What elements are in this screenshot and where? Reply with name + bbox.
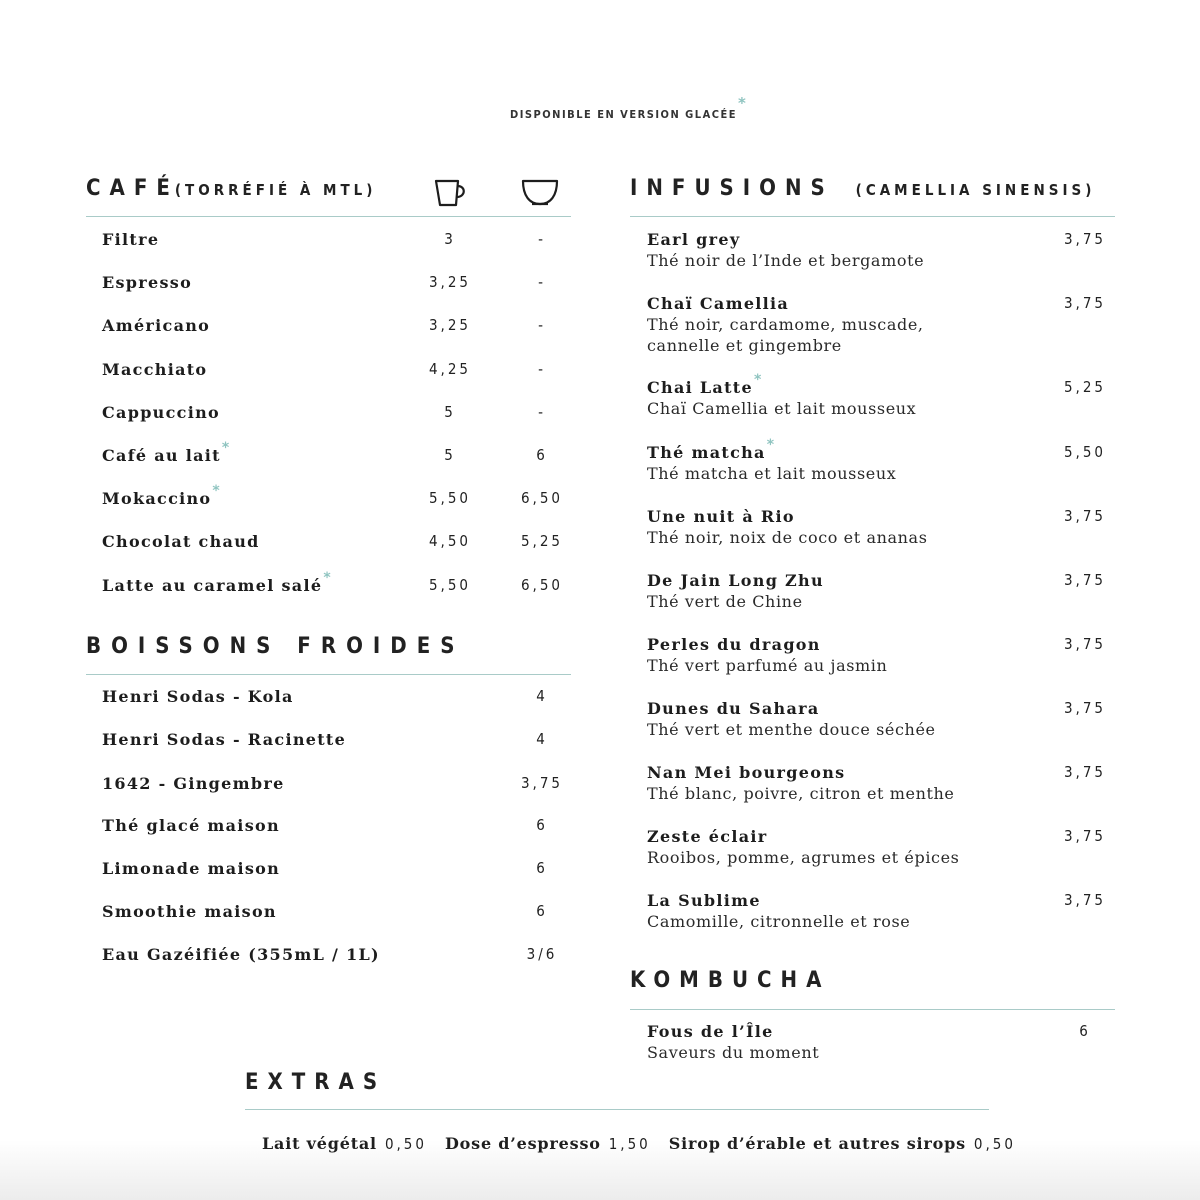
cafe-item-name — [102, 440, 231, 465]
infusion-price: 3,75 — [1063, 571, 1106, 589]
infusion-name-text: De Jain Long Zhu — [647, 571, 824, 590]
cafe-item-name-text: Espresso — [102, 273, 193, 292]
infusion-description: Thé matcha et lait mousseux — [647, 464, 897, 483]
infusion-description: Thé noir, cardamome, muscade, — [647, 315, 924, 334]
infusion-price: 3,75 — [1063, 635, 1106, 653]
infusion-description: Thé vert parfumé au jasmin — [647, 656, 888, 675]
infusion-price: 3,75 — [1063, 891, 1106, 909]
cafe-price-bowl: 6,50 — [520, 576, 564, 594]
kombucha-rule — [630, 1009, 1115, 1010]
boisson-froide-name: Henri Sodas - Kola — [102, 687, 294, 706]
infusion-price: 3,75 — [1063, 827, 1106, 845]
cafe-price-cup: 3,25 — [428, 273, 472, 291]
cafe-subtitle: (TORRÉFIÉ À MTL) — [174, 181, 377, 199]
iced-mark: * — [212, 483, 222, 499]
infusion-name-text: Perles du dragon — [647, 635, 821, 654]
infusion-description: Thé vert et menthe douce séchée — [647, 720, 936, 739]
iced-mark: * — [221, 440, 231, 456]
infusion-description: Camomille, citronnelle et rose — [647, 912, 911, 931]
infusions-rule — [630, 216, 1115, 217]
cafe-price-cup: 4,50 — [428, 532, 472, 550]
infusion-name-text: Nan Mei bourgeons — [647, 763, 846, 782]
infusion-name — [647, 372, 763, 397]
infusion-name — [647, 507, 795, 526]
cafe-item-name — [102, 316, 210, 335]
infusion-name-text: Dunes du Sahara — [647, 699, 820, 718]
cafe-price-bowl: 6 — [536, 446, 548, 464]
cafe-title: CAFÉ — [86, 176, 179, 201]
cafe-price-bowl: - — [538, 230, 546, 248]
extra-name: Dose d’espresso — [444, 1134, 601, 1153]
cafe-price-bowl: 6,50 — [520, 489, 564, 507]
extra-name: Lait végétal — [262, 1134, 377, 1153]
infusion-name — [647, 635, 821, 654]
cafe-item-name-text: Café au lait — [102, 446, 221, 465]
infusion-price: 5,50 — [1063, 443, 1106, 461]
infusion-name — [647, 230, 740, 249]
cafe-section-title — [86, 176, 376, 201]
cafe-item-name-text: Filtre — [102, 230, 160, 249]
cafe-price-cup: 4,25 — [428, 360, 472, 378]
infusion-price: 3,75 — [1063, 294, 1106, 312]
iced-mark: * — [766, 437, 776, 453]
infusion-description: Thé noir, noix de coco et ananas — [647, 528, 928, 547]
infusion-name-text: Chai Latte — [647, 378, 753, 397]
boisson-froide-name: 1642 - Gingembre — [102, 774, 285, 793]
cafe-item-name — [102, 532, 260, 551]
iced-mark: * — [323, 570, 332, 586]
infusion-name — [647, 827, 767, 846]
boisson-froide-price: 6 — [536, 859, 548, 877]
infusion-description: Thé blanc, poivre, citron et menthe — [647, 784, 955, 803]
infusion-name — [647, 437, 776, 462]
boisson-froide-name: Thé glacé maison — [102, 816, 280, 835]
cafe-price-cup: 5,50 — [428, 489, 472, 507]
infusion-name-text: Chaï Camellia — [647, 294, 790, 313]
kombucha-title: KOMBUCHA — [630, 968, 831, 993]
cafe-price-bowl: - — [538, 360, 546, 378]
extra-name: Sirop d’érable et autres sirops — [668, 1134, 966, 1153]
cafe-item-name — [102, 403, 220, 422]
infusion-price: 3,75 — [1063, 699, 1106, 717]
extra-price: 0,50 — [973, 1135, 1016, 1153]
iced-legend-mark: * — [738, 94, 748, 112]
extras-title: EXTRAS — [245, 1070, 387, 1095]
cafe-item-name — [102, 483, 222, 508]
cafe-item-name — [102, 273, 192, 292]
extra-price: 1,50 — [608, 1135, 651, 1153]
infusion-description: Thé vert de Chine — [647, 592, 803, 611]
extras-line — [262, 1134, 1016, 1153]
cafe-price-bowl: - — [538, 403, 546, 421]
infusion-price: 3,75 — [1063, 230, 1106, 248]
cafe-item-name-text: Mokaccino — [102, 489, 212, 508]
infusions-title: INFUSIONS — [630, 176, 834, 201]
infusion-price: 3,75 — [1063, 763, 1106, 781]
boisson-froide-price: 4 — [536, 687, 548, 705]
boisson-froide-price: 6 — [536, 902, 548, 920]
infusion-description: Thé noir de l’Inde et bergamote — [647, 251, 925, 270]
kombucha-description: Saveurs du moment — [647, 1043, 820, 1062]
infusion-name — [647, 763, 845, 782]
infusions-subtitle: (CAMELLIA SINENSIS) — [855, 181, 1096, 199]
infusion-description: Chaï Camellia et lait mousseux — [647, 399, 917, 418]
infusion-description: cannelle et gingembre — [647, 336, 842, 355]
boisson-froide-name: Eau Gazéifiée (355mL / 1L) — [102, 945, 380, 964]
cafe-price-cup: 5 — [444, 446, 456, 464]
infusion-name — [647, 699, 820, 718]
cafe-item-name-text: Macchiato — [102, 360, 208, 379]
extra-price: 0,50 — [384, 1135, 427, 1153]
boisson-froide-price: 4 — [536, 730, 548, 748]
boisson-froide-name: Henri Sodas - Racinette — [102, 730, 347, 749]
cafe-price-cup: 3 — [444, 230, 456, 248]
bowl-icon — [520, 178, 560, 208]
infusion-description: Rooibos, pomme, agrumes et épices — [647, 848, 960, 867]
infusion-name-text: La Sublime — [647, 891, 761, 910]
cafe-price-bowl: - — [538, 316, 546, 334]
cafe-price-bowl: - — [538, 273, 546, 291]
infusion-name-text: Earl grey — [647, 230, 741, 249]
boisson-froide-price: 3,75 — [520, 774, 564, 792]
cup-icon — [434, 178, 468, 208]
cafe-item-name-text: Chocolat chaud — [102, 532, 260, 551]
cafe-price-cup: 5,50 — [428, 576, 472, 594]
infusion-name — [647, 294, 789, 313]
cafe-item-name — [102, 360, 207, 379]
kombucha-price: 6 — [1079, 1022, 1091, 1040]
kombucha-name: Fous de l’Île — [647, 1022, 774, 1041]
cafe-item-name-text: Américano — [102, 316, 211, 335]
infusion-name-text: Une nuit à Rio — [647, 507, 795, 526]
cafe-item-name — [102, 230, 159, 249]
boisson-froide-price: 3/6 — [526, 945, 558, 963]
boisson-froide-name: Smoothie maison — [102, 902, 277, 921]
boisson-froide-price: 6 — [536, 816, 548, 834]
extras-rule — [245, 1109, 989, 1110]
boissons-froides-rule — [86, 674, 571, 675]
iced-mark: * — [753, 372, 763, 388]
infusion-name-text: Thé matcha — [647, 443, 766, 462]
infusion-name — [647, 571, 824, 590]
iced-legend-text: DISPONIBLE EN VERSION GLACÉE — [510, 108, 738, 121]
boissons-froides-title: BOISSONS FROIDES — [86, 634, 465, 659]
cafe-item-name-text: Cappuccino — [102, 403, 220, 422]
infusion-name — [647, 891, 761, 910]
cafe-price-bowl: 5,25 — [520, 532, 564, 550]
cafe-item-name-text: Latte au caramel salé — [102, 576, 323, 595]
iced-legend — [510, 94, 748, 122]
infusion-price: 5,25 — [1063, 378, 1106, 396]
boisson-froide-name: Limonade maison — [102, 859, 281, 878]
cafe-price-cup: 5 — [444, 403, 456, 421]
cafe-item-name — [102, 570, 332, 595]
cafe-rule — [86, 216, 571, 217]
infusion-name-text: Zeste éclair — [647, 827, 768, 846]
infusions-section-title — [630, 176, 1095, 201]
infusion-price: 3,75 — [1063, 507, 1106, 525]
cafe-price-cup: 3,25 — [428, 316, 472, 334]
